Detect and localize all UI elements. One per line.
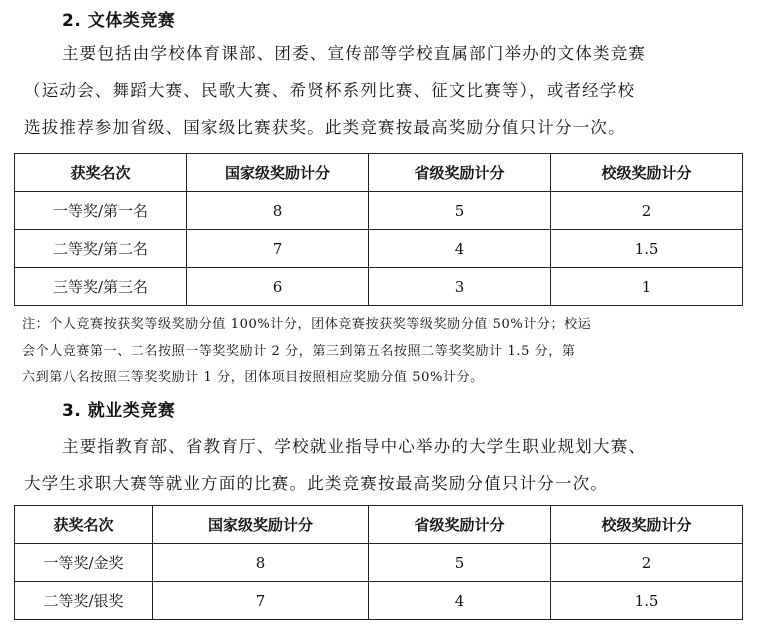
rank-cell: 二等奖/第二名 — [15, 230, 187, 268]
column-header-provincial: 省级奖励计分 — [369, 154, 551, 192]
section-2-heading: 2. 文体类竞赛 — [62, 11, 176, 31]
provincial-score-cell: 5 — [369, 544, 551, 582]
provincial-score-cell: 3 — [369, 268, 551, 306]
school-score-cell: 2 — [551, 544, 743, 582]
section-2-paragraph-line-2: （运动会、舞蹈大赛、民歌大赛、希贤杯系列比赛、征文比赛等），或者经学校 — [24, 81, 636, 100]
rank-cell: 二等奖/银奖 — [15, 582, 153, 620]
school-score-cell: 1.5 — [551, 230, 743, 268]
provincial-score-cell: 4 — [369, 582, 551, 620]
rank-cell: 三等奖/第三名 — [15, 268, 187, 306]
table-header-row — [15, 506, 743, 544]
column-header-national: 国家级奖励计分 — [153, 506, 369, 544]
table-row — [15, 544, 743, 582]
national-score-cell: 7 — [187, 230, 369, 268]
column-header-school: 校级奖励计分 — [551, 506, 743, 544]
school-score-cell: 2 — [551, 192, 743, 230]
section-2-award-table — [14, 153, 743, 306]
provincial-score-cell: 4 — [369, 230, 551, 268]
national-score-cell: 8 — [187, 192, 369, 230]
section-2-note-line-1: 注：个人竞赛按获奖等级奖励分值 100%计分，团体竞赛按获奖等级奖励分值 50%计分；校运 — [22, 317, 592, 332]
national-score-cell: 6 — [187, 268, 369, 306]
table-row — [15, 582, 743, 620]
national-score-cell: 8 — [153, 544, 369, 582]
section-3-paragraph-line-2: 大学生求职大赛等就业方面的比赛。此类竞赛按最高奖励分值只计分一次。 — [24, 474, 609, 493]
school-score-cell: 1.5 — [551, 582, 743, 620]
section-2-paragraph-line-3: 选拔推荐参加省级、国家级比赛获奖。此类竞赛按最高奖励分值只计分一次。 — [24, 118, 626, 137]
section-3-award-table — [14, 505, 743, 620]
table-header-row — [15, 154, 743, 192]
column-header-rank: 获奖名次 — [15, 154, 187, 192]
column-header-rank: 获奖名次 — [15, 506, 153, 544]
rank-cell: 一等奖/金奖 — [15, 544, 153, 582]
section-3-heading: 3. 就业类竞赛 — [62, 401, 176, 421]
column-header-provincial: 省级奖励计分 — [369, 506, 551, 544]
rank-cell: 一等奖/第一名 — [15, 192, 187, 230]
table-row — [15, 192, 743, 230]
column-header-national: 国家级奖励计分 — [187, 154, 369, 192]
section-2-paragraph-line-1: 主要包括由学校体育课部、团委、宣传部等学校直属部门举办的文体类竞赛 — [62, 44, 647, 63]
school-score-cell: 1 — [551, 268, 743, 306]
section-2-note-line-3: 六到第八名按照三等奖奖励计 1 分，团体项目按照相应奖励分值 50%计分。 — [22, 370, 484, 385]
provincial-score-cell: 5 — [369, 192, 551, 230]
national-score-cell: 7 — [153, 582, 369, 620]
table-row — [15, 268, 743, 306]
section-2-note-line-2: 会个人竞赛第一、二名按照一等奖奖励计 2 分，第三到第五名按照二等奖奖励计 1.5 分，第 — [22, 344, 576, 359]
column-header-school: 校级奖励计分 — [551, 154, 743, 192]
table-row — [15, 230, 743, 268]
section-3-paragraph-line-1: 主要指教育部、省教育厅、学校就业指导中心举办的大学生职业规划大赛、 — [62, 437, 647, 456]
